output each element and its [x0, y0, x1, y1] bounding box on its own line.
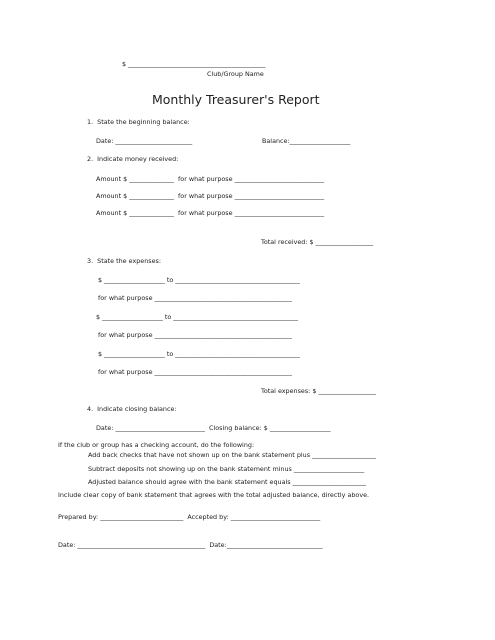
expense-row-1: $ ___________________ to _______________________________________ [98, 276, 300, 284]
money-received-row-3: Amount $ ______________ for what purpose ____________________________ [96, 209, 325, 217]
expense-row-2: $ ___________________ to _______________________________________ [96, 313, 298, 321]
section-1-heading: 1. State the beginning balance: [87, 118, 190, 126]
prepared-accepted-line: Prepared by: __________________________ Accepted by: ____________________________ [58, 513, 321, 521]
closing-balance-line: Date: ____________________________ Closing balance: $ ___________________ [96, 424, 331, 432]
money-received-row-1: Amount $ ______________ for what purpose ____________________________ [96, 175, 325, 183]
total-received-line: Total received: $ __________________ [261, 238, 374, 246]
signature-dates-line: Date: ________________________________________ Date:______________________________ [58, 541, 323, 549]
beginning-date-line: Date: ________________________ [96, 137, 193, 145]
expense-purpose-row-2: for what purpose ___________________________________________ [98, 331, 292, 339]
club-name-line: $ ___________________________________________ [122, 60, 266, 68]
beginning-balance-line: Balance:___________________ [262, 137, 351, 145]
money-received-row-2: Amount $ ______________ for what purpose ____________________________ [96, 192, 325, 200]
club-name-label: Club/Group Name [207, 70, 264, 78]
checking-intro: If the club or group has a checking account, do the following: [58, 441, 255, 449]
expense-purpose-row-1: for what purpose ___________________________________________ [98, 294, 292, 302]
expense-purpose-row-3: for what purpose ___________________________________________ [98, 368, 292, 376]
section-4-heading: 4. Indicate closing balance: [87, 405, 177, 413]
bank-statement-note: Include clear copy of bank statement that agrees with the total adjusted balance, directly above. [58, 491, 370, 499]
checking-item-add-back: Add back checks that have not shown up on the bank statement plus ____________________ [88, 451, 376, 459]
expense-row-3: $ ___________________ to _______________________________________ [98, 350, 300, 358]
section-3-heading: 3. State the expenses: [87, 257, 162, 265]
page-title: Monthly Treasurer's Report [152, 92, 320, 107]
section-2-heading: 2. Indicate money received: [87, 155, 179, 163]
total-expenses-line: Total expenses: $ __________________ [261, 387, 376, 395]
checking-item-subtract: Subtract deposits not showing up on the bank statement minus ______________________ [88, 465, 365, 473]
checking-item-adjusted: Adjusted balance should agree with the bank statement equals _______________________ [88, 478, 367, 486]
